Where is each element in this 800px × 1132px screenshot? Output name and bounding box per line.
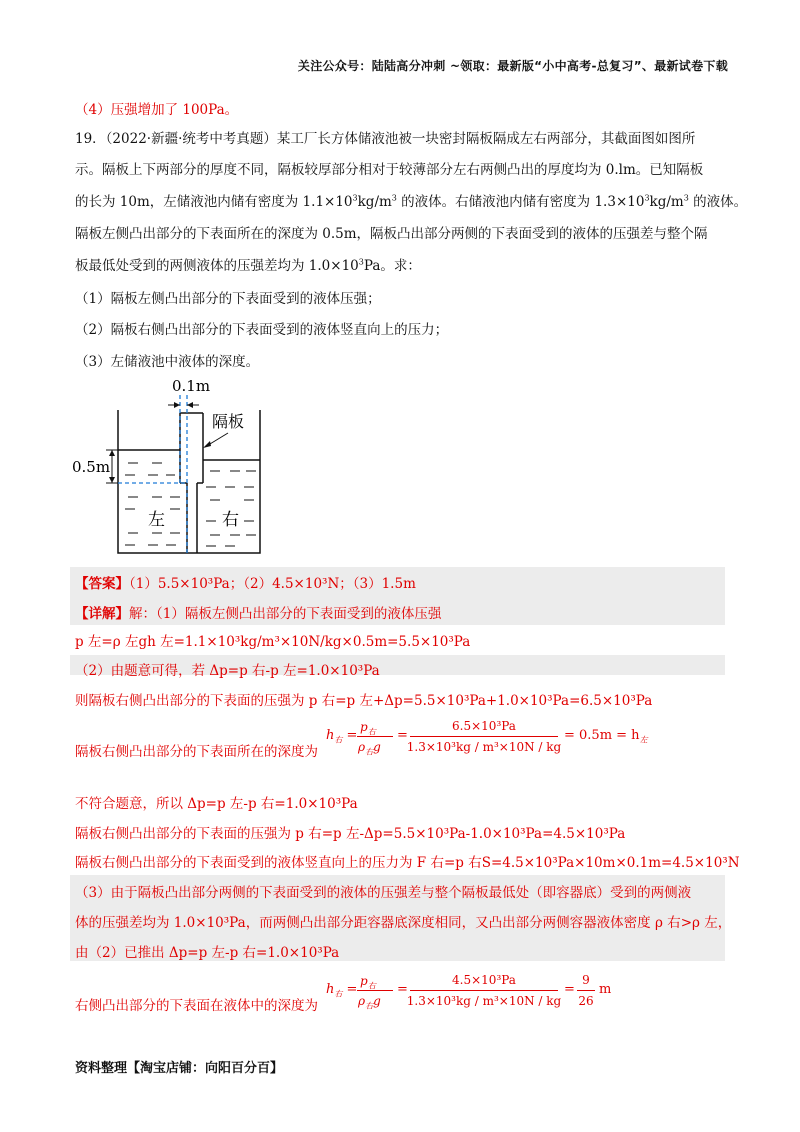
q-text: 的液体。 [688,194,748,210]
fraction-bar [357,990,393,991]
question-sub-2: （2）隔板右侧凸出部分的下表面受到的液体竖直向上的压力； [75,322,449,338]
q-sup: 3 [358,257,364,267]
left-liquid-hatch [125,463,180,545]
tank-outline [118,410,260,553]
detail-eq1: p 左=ρ 左gh 左=1.1×10³kg/m³×10N/kg×0.5m=5.5×10³Pa [75,634,471,650]
q-sup: 3 [683,193,689,203]
eq-h-symbol: $h_右$ = [326,728,358,745]
q-sup: 3 [352,193,358,203]
plate-label: 隔板 [212,412,245,431]
eq-unit: m [599,982,612,997]
question-sub-3: （3）左储液池中液体的深度。 [75,354,260,370]
thickness-label: 0.1m [172,377,211,395]
fraction-bar [357,736,393,737]
eq-equals: = [397,728,408,743]
fraction-bar [410,990,558,991]
question-line-3 [75,190,747,210]
right-liquid-hatch [206,471,256,546]
eq-h-symbol: $h_右$ = [326,982,358,999]
arrowhead [109,450,115,456]
detail-line-4-text: 隔板右侧凸出部分的下表面所在的深度为 [75,744,318,760]
detail-line-7: 隔板右侧凸出部分的下表面受到的液体竖直向上的压力为 F 右=p 右S=4.5×10³Pa×10m×0.1m=4.5×10³N [75,855,740,871]
eq-rho-symbol: $\rho_右g$ [358,994,381,1011]
question-line-2: 示。隔板上下两部分的厚度不同，隔板较厚部分相对于较薄部分左右两侧凸出的厚度均为 0.lm。已知隔板 [75,162,704,178]
question-line-4: 隔板左侧凸出部分的下表面所在的深度为 0.5m，隔板凸出部分两侧的下表面受到的液体的压强差与整个隔 [75,226,708,242]
eq-res-num: 9 [582,973,590,987]
eq-p-symbol: $p_右$ [360,974,376,991]
question-line-1: 19．（2022·新疆·统考中考真题）某工厂长方体储液池被一块密封隔板隔成左右两部分，其截面图如图所 [75,131,696,147]
q-text: kg/m [649,194,684,210]
fraction-bar [410,736,558,737]
fraction-bar [577,990,595,991]
detail-line-9: 体的压强差均为 1.0×10³Pa，而两侧凸出部分距容器底深度相同，又凸出部分两侧容器液体密度 ρ 右>ρ 左， [75,915,732,931]
eq-rho-symbol: $\rho_右g$ [358,740,381,757]
q-sup: 3 [644,193,650,203]
eq-equals: = [564,982,575,997]
detail-line-10: 由（2）已推出 Δp=p 左-p 右=1.0×10³Pa [75,945,340,961]
detail-intro [75,602,441,622]
question-sub-1: （1）隔板左侧凸出部分的下表面受到的液体压强； [75,291,381,307]
eq-num: 6.5×10³Pa [452,719,516,733]
q-text: 板最低处受到的两侧液体的压强差均为 1.0×10 [75,258,359,274]
arrowhead [203,441,211,448]
right-label: 右 [222,510,239,530]
eq-num: 4.5×10³Pa [452,973,516,987]
plate-thick [180,413,203,483]
eq-equals: = [397,982,408,997]
detail-line-2: （2）由题意可得，若 Δp=p 右-p 左=1.0×10³Pa [75,663,380,679]
eq-p-symbol: $p_右$ [360,720,376,737]
prev-answer: （4）压强增加了 100Pa。 [75,102,239,118]
detail-intro-text: 解：（1）隔板左侧凸出部分的下表面受到的液体压强 [129,606,442,622]
eq-result: = $0.5m = h_左$ [564,728,648,745]
arrowhead [174,402,180,408]
eq-result-text: = 0.5m = h [564,728,640,743]
question-line-5 [75,254,421,274]
detail-line-11-text: 右侧凸出部分的下表面在液体中的深度为 [75,998,318,1014]
q-sup: 3 [391,193,397,203]
left-label: 左 [148,510,165,530]
detail-line-6: 隔板右侧凸出部分的下表面的压强为 p 右=p 左-Δp=5.5×10³Pa-1.0×10³Pa=4.5×10³Pa [75,826,626,842]
page-header: 关注公众号：陆陆高分冲刺 ~领取：最新版“小中高考-总复习”、最新试卷下载 [297,59,728,73]
eq-den: 1.3×10³kg / m³×10N / kg [406,994,562,1008]
answer-label: 【答案】 [75,576,129,592]
tank-diagram [70,375,270,560]
q-text: kg/m [357,194,392,210]
q-text: Pa。求： [363,258,421,274]
depth-label: 0.5m [72,458,111,476]
detail-line-3: 则隔板右侧凸出部分的下表面的压强为 p 右=p 左+Δp=5.5×10³Pa+1.0×10³Pa=6.5×10³Pa [75,693,653,709]
arrowhead [187,402,193,408]
answer-line [75,572,416,592]
detail-line-8: （3）由于隔板凸出部分两侧的下表面受到的液体的压强差与整个隔板最低处（即容器底）受到的两侧液 [75,885,692,901]
eq-res-den: 26 [578,994,594,1008]
q-text: 的液体。右储液池内储有密度为 1.3×10 [396,194,645,210]
page-footer: 资料整理【淘宝店铺：向阳百分百】 [75,1061,284,1076]
plate-thin [187,483,197,553]
q-text: 的长为 10m，左储液池内储有密度为 1.1×10 [75,194,353,210]
answer-text: （1）5.5×10³Pa；（2）4.5×10³N；（3）1.5m [129,576,416,592]
arrowhead [109,477,115,483]
eq-den: 1.3×10³kg / m³×10N / kg [406,740,562,754]
detail-line-5: 不符合题意，所以 Δp=p 左-p 右=1.0×10³Pa [75,796,358,812]
detail-label: 【详解】 [75,606,129,622]
